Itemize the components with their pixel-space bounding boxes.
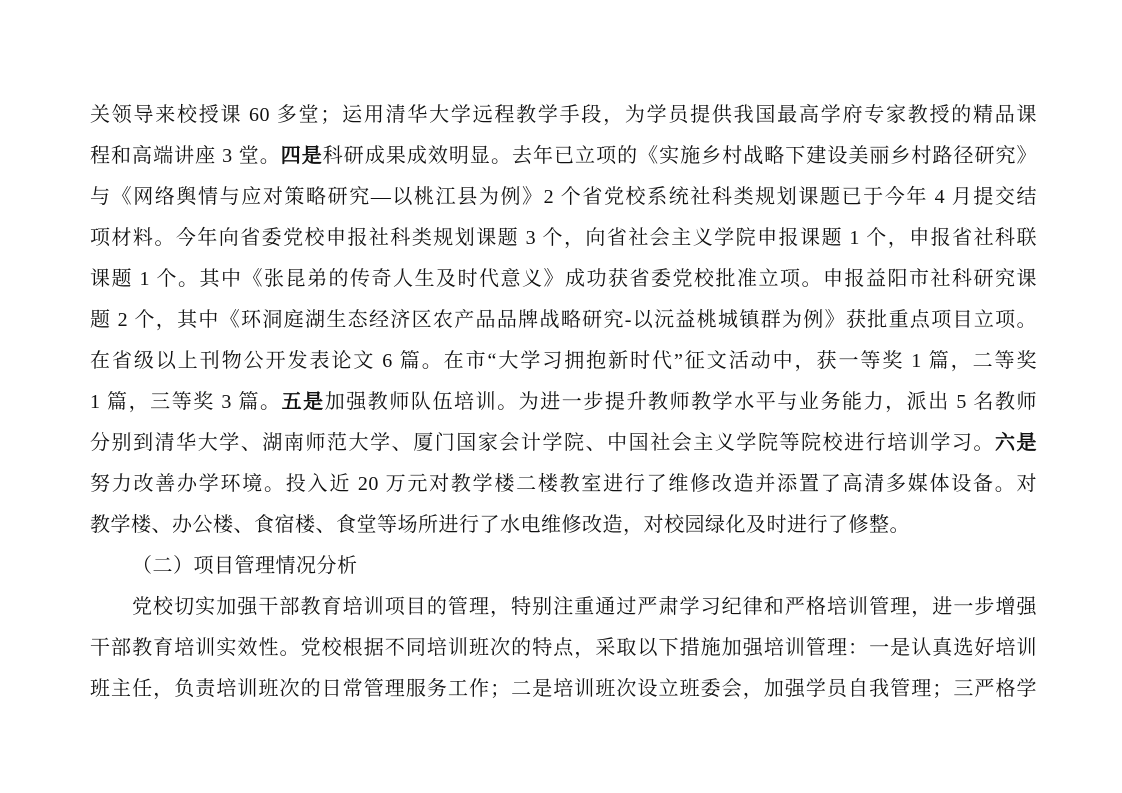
text-line bbox=[90, 423, 1037, 464]
bold-run: 五是 bbox=[281, 391, 325, 413]
text-run: 关领导来校授课 60 多堂；运用清华大学远程教学手段，为学员提供我国最高学府专家教授的精品课 bbox=[90, 104, 1037, 126]
text-run: 程和高端讲座 3 堂。 bbox=[90, 145, 281, 167]
text-run: 加强教师队伍培训。为进一步提升教师教学水平与业务能力，派出 5 名教师 bbox=[324, 391, 1037, 413]
text-run: 课题 1 个。其中《张昆弟的传奇人生及时代意义》成功获省委党校批准立项。申报益阳市社科研究课 bbox=[90, 268, 1037, 290]
text-line bbox=[90, 95, 1037, 136]
text-line bbox=[90, 587, 1037, 628]
text-run: 题 2 个，其中《环洞庭湖生态经济区农产品品牌战略研究-以沅益桃城镇群为例》获批重点项目立项。 bbox=[90, 309, 1037, 331]
text-run: 在省级以上刊物公开发表论文 6 篇。在市“大学习拥抱新时代”征文活动中，获一等奖 1 篇，二等奖 bbox=[90, 350, 1037, 372]
text-line bbox=[90, 628, 1037, 669]
text-line bbox=[90, 382, 1037, 423]
text-line bbox=[90, 136, 1037, 177]
text-run: 项材料。今年向省委党校申报社科类规划课题 3 个，向省社会主义学院申报课题 1 个，申报省社科联 bbox=[90, 227, 1037, 249]
text-run: 与《网络舆情与应对策略研究—以桃江县为例》2 个省党校系统社科类规划课题已于今年 4 月提交结 bbox=[90, 186, 1037, 208]
text-line bbox=[90, 177, 1037, 218]
text-line bbox=[90, 669, 1037, 710]
bold-run: 四是 bbox=[280, 145, 323, 167]
text-run: 1 篇，三等奖 3 篇。 bbox=[90, 391, 282, 413]
bold-run: 六是 bbox=[994, 432, 1037, 454]
text-run: 科研成果成效明显。去年已立项的《实施乡村战略下建设美丽乡村路径研究》 bbox=[322, 145, 1037, 167]
text-line bbox=[90, 218, 1037, 259]
text-run: 分别到清华大学、湖南师范大学、厦门国家会计学院、中国社会主义学院等院校进行培训学习。 bbox=[90, 432, 995, 454]
text-line bbox=[90, 464, 1037, 505]
text-run: 班主任，负责培训班次的日常管理服务工作；二是培训班次设立班委会，加强学员自我管理；三严格学 bbox=[90, 678, 1037, 700]
text-run: 党校切实加强干部教育培训项目的管理，特别注重通过严肃学习纪律和严格培训管理，进一步增强 bbox=[132, 596, 1037, 618]
text-line bbox=[90, 546, 1037, 587]
text-run: 努力改善办学环境。投入近 20 万元对教学楼二楼教室进行了维修改造并添置了高清多媒体设备。对 bbox=[90, 473, 1037, 495]
text-run: （二）项目管理情况分析 bbox=[132, 555, 358, 577]
document-body-text bbox=[90, 95, 1037, 710]
text-line bbox=[90, 341, 1037, 382]
text-line bbox=[90, 505, 1037, 546]
text-run: 教学楼、办公楼、食宿楼、食堂等场所进行了水电维修改造，对校园绿化及时进行了修整。 bbox=[90, 514, 910, 536]
text-run: 干部教育培训实效性。党校根据不同培训班次的特点，采取以下措施加强培训管理：一是认真选好培训 bbox=[90, 637, 1037, 659]
text-line bbox=[90, 300, 1037, 341]
text-line bbox=[90, 259, 1037, 300]
